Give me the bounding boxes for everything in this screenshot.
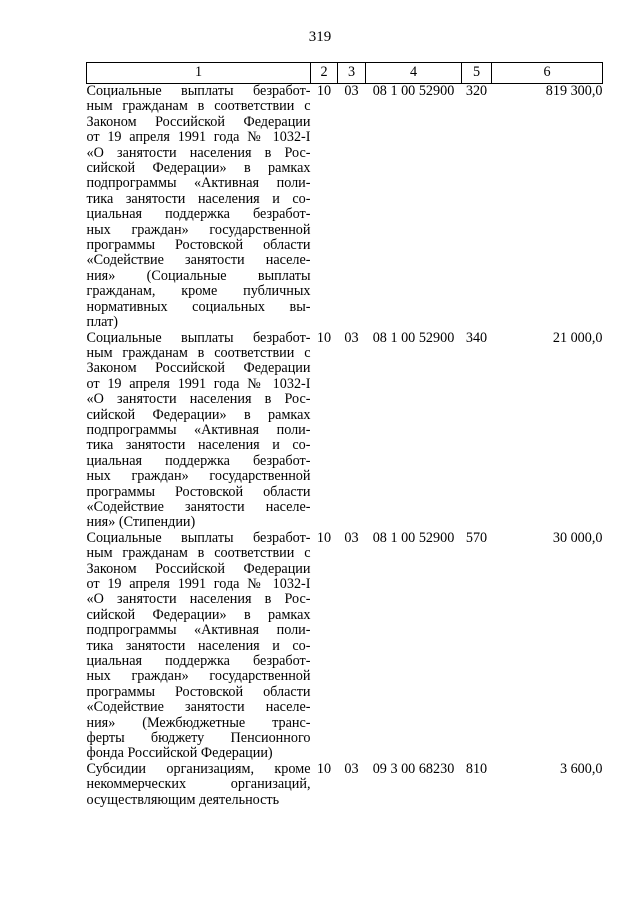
description-line: фонда Российской Федерации) (86, 745, 273, 762)
description-line: ния» (Межбюджетные транс- (86, 714, 311, 731)
row-amount: 819 300,0 (545, 83, 603, 99)
description-line: ферты бюджету Пенсионного (86, 730, 311, 747)
description-line: ния» (Стипендии) (86, 514, 196, 531)
description-line: тика занятости населения и со- (86, 637, 311, 654)
description-line: от 19 апреля 1991 года № 1032-I (86, 576, 311, 592)
row-amount: 3 600,0 (559, 760, 603, 777)
row-amount: 21 000,0 (552, 329, 603, 346)
table-header-row (87, 63, 603, 84)
description-line: Субсидии организациям, кроме (86, 760, 311, 777)
description-line: тика занятости населения и со- (86, 190, 311, 207)
description-line: подпрограммы «Активная поли- (86, 421, 311, 438)
description-line: Социальные выплаты безработ- (86, 529, 311, 546)
description-line: плат) (86, 314, 119, 331)
row-subsection-code: 03 (344, 529, 359, 546)
description-line: «О занятости населения в Рос- (86, 591, 311, 608)
description-line: осуществляющим деятельность (86, 791, 280, 808)
row-target-article-code: 08 1 00 52900 (372, 83, 455, 99)
table-row (87, 331, 603, 531)
description-line: циальная поддержка безработ- (86, 653, 311, 670)
description-line: циальная поддержка безработ- (86, 206, 311, 223)
description-line: ным гражданам в соответствии с (86, 344, 311, 361)
description-line: от 19 апреля 1991 года № 1032-I (86, 375, 311, 392)
row-description (87, 762, 311, 808)
description-line: Законом Российской Федерации (86, 360, 311, 377)
row-section-code: 10 (316, 83, 332, 99)
table-row (87, 762, 603, 808)
description-line: от 19 апреля 1991 года № 1032-I (86, 129, 311, 146)
description-line: ным гражданам в соответствии с (86, 98, 311, 115)
header-cell-1: 1 (87, 63, 311, 84)
description-line: «Содействие занятости населе- (86, 498, 311, 515)
row-section-code: 10 (316, 760, 332, 777)
description-line: Законом Российской Федерации (86, 113, 311, 130)
description-line: нормативных социальных вы- (86, 298, 311, 315)
description-line: сийской Федерации» в рамках (86, 406, 311, 423)
description-line: тика занятости населения и со- (86, 437, 311, 454)
row-amount: 30 000,0 (552, 529, 603, 546)
row-target-article-code: 09 3 00 68230 (372, 760, 455, 777)
row-section-code: 10 (316, 529, 332, 546)
header-cell-4: 4 (366, 63, 462, 84)
row-target-article-code: 08 1 00 52900 (372, 529, 455, 546)
description-line: Законом Российской Федерации (86, 560, 311, 577)
row-expense-type-code: 320 (465, 83, 488, 99)
description-line: гражданам, кроме публичных (86, 283, 311, 300)
table-row (87, 84, 603, 331)
description-line: программы Ростовской области (86, 237, 311, 254)
row-description (87, 84, 311, 331)
description-line: некоммерческих организаций, (86, 776, 311, 793)
description-line: «Содействие занятости населе- (86, 252, 311, 269)
page-number: 319 (308, 29, 332, 45)
description-line: Социальные выплаты безработ- (86, 83, 311, 99)
header-cell-3: 3 (338, 63, 366, 84)
description-line: программы Ростовской области (86, 483, 311, 500)
description-line: «О занятости населения в Рос- (86, 144, 311, 161)
table-body (87, 84, 603, 809)
row-subsection-code: 03 (344, 329, 359, 346)
header-cell-2: 2 (311, 63, 338, 84)
description-line: программы Ростовской области (86, 683, 311, 700)
description-line: ных граждан» государственной (86, 468, 311, 485)
header-cell-5: 5 (462, 63, 492, 84)
description-line: подпрограммы «Активная поли- (86, 175, 311, 192)
description-line: Социальные выплаты безработ- (86, 329, 311, 346)
row-expense-type-code: 570 (465, 529, 488, 546)
row-description (87, 331, 311, 531)
row-subsection-code: 03 (344, 83, 359, 99)
description-line: сийской Федерации» в рамках (86, 606, 311, 623)
description-line: ных граждан» государственной (86, 221, 311, 238)
table-row (87, 531, 603, 762)
description-line: ных граждан» государственной (86, 668, 311, 685)
row-subsection-code: 03 (344, 760, 359, 777)
row-expense-type-code: 340 (465, 329, 488, 346)
description-line: подпрограммы «Активная поли- (86, 622, 311, 639)
row-description (87, 531, 311, 762)
description-line: ния» (Социальные выплаты (86, 267, 311, 284)
budget-table (86, 62, 603, 808)
header-cell-6: 6 (492, 63, 603, 84)
description-line: сийской Федерации» в рамках (86, 160, 311, 177)
description-line: «Содействие занятости населе- (86, 699, 311, 716)
description-line: циальная поддержка безработ- (86, 452, 311, 469)
description-line: ным гражданам в соответствии с (86, 545, 311, 562)
row-target-article-code: 08 1 00 52900 (372, 329, 455, 346)
row-section-code: 10 (316, 329, 332, 346)
row-expense-type-code: 810 (465, 760, 488, 777)
description-line: «О занятости населения в Рос- (86, 391, 311, 408)
